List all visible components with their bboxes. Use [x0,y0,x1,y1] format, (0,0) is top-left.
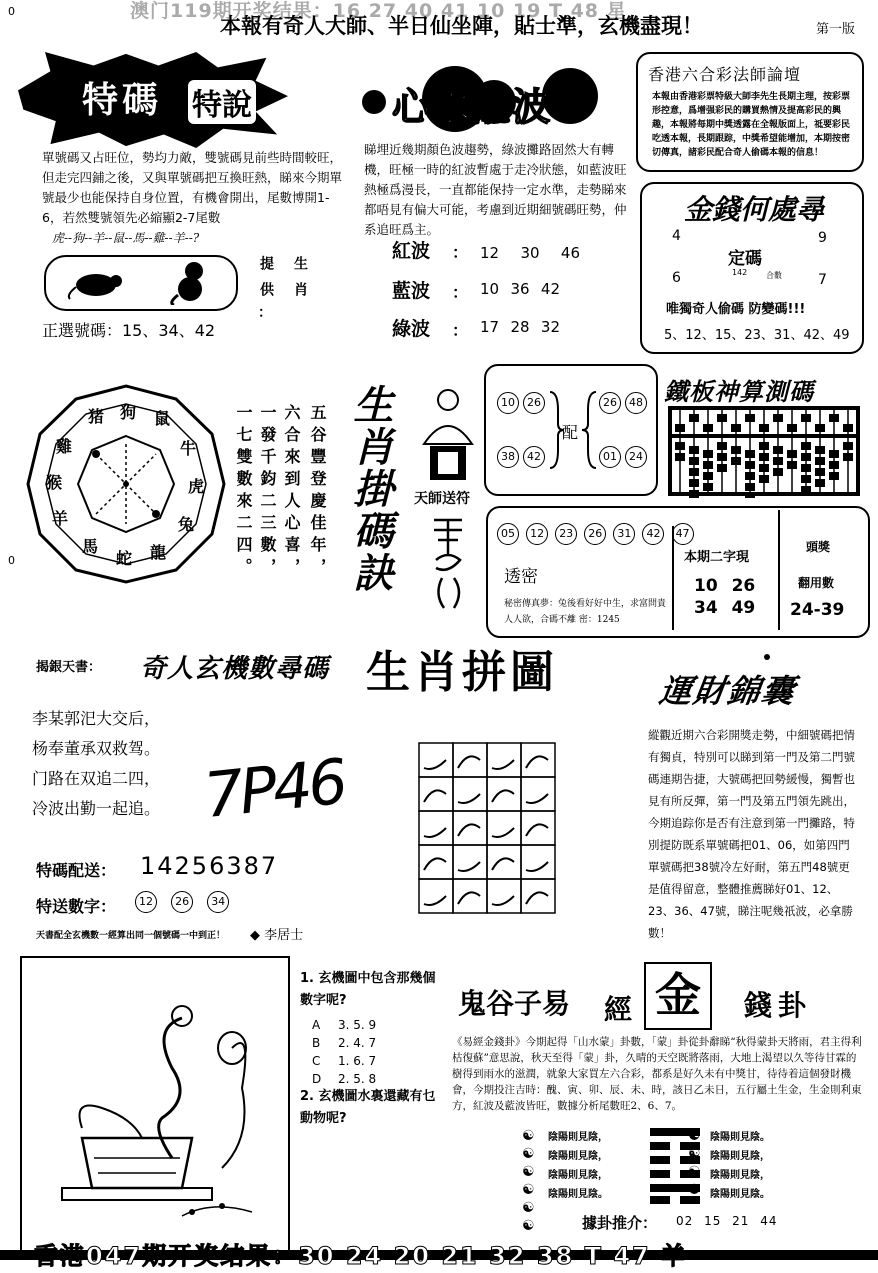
rat-icon [66,265,126,301]
secret-number: 26 [584,523,606,545]
blue-wave-colon: ： [452,283,469,302]
wave-number: 12 [480,244,500,262]
quiz-options [312,1016,376,1088]
blue-wave-label: 藍波 [392,280,431,302]
bagua-icon: ☯ [688,1128,701,1144]
wheel-poem-col: 五谷豐登慶佳年， [308,404,327,580]
heart-text: 睇埋近幾期顏色波趨勢，綠波攤路固然大有轉機，旺極一時的紅波暫處于走冷狀態，如藍波旺熱極爲漫長，一直都能保持一定水準，走勢睇來都唔見有偏大可能，考慮到近期細號碼旺勢，仲系追旺爲主。 [364,142,627,237]
guigu-line: 陰陽則見陰。 [710,1189,770,1200]
wheel-animal: 牛 [180,439,197,458]
forum-title: 香港六合彩法師論壇 [648,65,802,84]
money-number-tl: 4 [672,228,681,244]
pot-plant-illustration [42,988,272,1228]
wheel-poem-col: 一七雙數來二四。 [234,404,253,580]
wheel-animal: 虎 [188,477,205,496]
bagua-icon: ☯ [522,1200,535,1216]
bagua-icon: ☯ [688,1146,701,1162]
send-number: 12 [135,891,157,913]
red-wave-numbers [480,244,580,262]
wheel-animal: 蛇 [116,549,133,568]
head-title: 頭獎 [806,540,831,554]
master-label: 天師送符 [414,491,470,507]
fortune-title: 運財錦囊 [657,672,799,710]
bagua-icon: ☯ [522,1128,535,1144]
wave-number: 32 [540,318,560,336]
two-title: 本期二字現 [684,550,750,565]
two-nums-row1 [694,576,755,596]
gun-nums: 24-39 [790,600,845,620]
qiren-title: 奇人玄機數尋碼 [140,654,330,684]
wheel-animal: 雞 [56,437,73,456]
wheel-animal: 猴 [46,473,63,492]
qiren-prefix: 揭銀天書： [36,660,102,675]
tema-animals: 虎--狗--羊--鼠--馬--雞--羊--? [52,231,200,245]
abacus-title: 鐵板神算測碼 [664,378,814,406]
pair-number: 26 [523,392,545,414]
wheel-animal: 兔 [178,515,195,534]
secret-number: 12 [526,523,548,545]
wheel-animal: 鼠 [154,409,171,428]
secret-circles [496,522,695,545]
option-value: 3. 5. 9 [338,1018,377,1032]
wheel-animal: 羊 [52,509,69,528]
pair-number: 10 [497,392,519,414]
qiren-poem-line: 杨奉董承双救驾。 [32,739,161,758]
two-number: 10 [694,576,718,596]
qiren-tema-nums: 14256387 [140,852,279,880]
secret-number: 23 [555,523,577,545]
wave-number: 36 [510,280,530,298]
red-wave-colon: ： [452,243,469,262]
money-box [640,182,864,354]
guigu-line: 陰陽則見陰， [710,1170,770,1181]
forum-box [636,52,864,172]
secret-divider-2 [778,510,780,630]
option-key: D [312,1072,322,1086]
heart-title: 心水靚波 [392,84,553,129]
guigu-line: 陰陽則見陰。 [548,1189,608,1200]
two-number: 34 [694,598,718,618]
wheel-animal: 龍 [150,543,167,562]
tema-colon: ： [258,305,272,321]
guigu-t3: 金 [644,962,712,1030]
qiren-send-label: 特送數字： [36,897,117,916]
quiz-q1: 1. 玄機圖中包含那幾個數字呢? [300,971,436,1008]
quiz-q2: 2. 玄機圖水裏還藏有乜動物呢? [300,1089,436,1126]
wave-number: 28 [510,318,530,336]
money-sub-b: 合數 [766,271,782,280]
money-number-tr: 9 [818,230,827,246]
forum-text: 本報由香港彩票特級大師李先生長期主理，按彩票形控意，爲增强彩民的購買熱情及提高彩民的興趣，本報將每期中獎透露在全報版面上，祗要彩民吃透本報，長期跟踪，中獎希望能增加，本期按密切傳真，諸彩民配合奇人偷碼本報的信息！ [652,92,851,158]
qiren-poem [32,704,160,824]
two-number: 49 [731,598,756,618]
money-sub-a: 142 [732,268,748,277]
pair-number: 24 [625,446,647,468]
wave-number: 10 [480,280,500,298]
tema-text: 單號碼又占旺位，勢均力敵，雙號碼見前些時間較旺，但走完四鋪之後，又與單號碼把互換旺熱，睇來今期單號最少也能保持自身位置，有機會開出，尾數博開1-6，若然雙號領先必縮顯2-7尾數 [42,150,343,225]
tema-provide-label: 提供 [258,256,274,308]
send-number: 26 [171,891,193,913]
wave-number: 17 [480,318,500,336]
fortune-text: 縱觀近期六合彩開獎走勢，中細號碼把情有獨貞，特別可以睇到第一門及第二門號碼連期告捷，大號碼把回勢緩慢，獨暫也見有所反彈，第一門及第五門領先跳出，今期追踪你是否有注意到第一門攤路，特別提防既系單號碼把01、06，如第四門單號碼把38號冷左好耐，第五門48號更是值得留意，整體推薦睇好01、12、23、36、47號，睇注呢幾祇波，必拿勝數！ [648,728,855,940]
guigu-lines-left [548,1128,608,1204]
option-key: A [312,1018,321,1032]
secret-box [486,506,870,638]
quiz-option [312,1016,376,1034]
secret-number: 31 [613,523,635,545]
puzzle-title: 生肖拼圖 [366,647,558,698]
guigu-t1: 鬼谷子易 [458,987,571,1020]
option-key: B [312,1036,321,1050]
puzzle-grid [418,742,556,914]
money-slogan: 唯獨奇人偷碼 防變碼!!! [666,302,806,317]
gun-title: 翻用數 [798,576,835,590]
tema-animal-box [44,255,238,311]
blue-wave-numbers [480,280,560,298]
guigu-text: 《易經金錢卦》今期起得「山水蒙」卦數，「蒙」卦從卦辭睇“秋得蒙卦天將雨，君主得利枯復蘇”意思說，秋天至得「蒙」卦，久晴的天空既將落雨，大地上渴望以久等待甘霖的樹得到雨水的滋潤，就象大家買左六合彩，都系是好久未有中獎甘，待待着這個發財機會，今期投注吉時：醜、寅、卯、辰、未、時，該日乙未日，五行屬土生金，生金則利東方，紅波及藍波皆旺，數據分析尾數旺2、6、7。 [452,1036,862,1112]
money-number-bl: 6 [672,270,681,286]
slogan: 本報有奇人大師、半日仙坐陣，貼士準，玄機盡現！ [220,14,703,38]
secret-divider [672,526,674,630]
bagua-icon: ☯ [688,1164,701,1180]
guigu-recommend: 02 15 21 44 [676,1214,778,1228]
guigu-line: 陰陽則見陰， [548,1170,608,1181]
guigu-line: 陰陽則見陰， [548,1151,608,1162]
wheel-poem-col: 一發千鈞二三數， [258,404,277,580]
wheel-animal: 猪 [88,407,105,426]
wave-number: 46 [560,244,580,262]
secret-label: 透密 [504,567,538,587]
pair-number: 01 [599,446,621,468]
guigu-line: 陰陽則見陰， [710,1151,770,1162]
abacus-icon [668,406,860,498]
pair-box [484,364,658,496]
money-numbers: 5、12、15、23、31、42、49 [664,328,850,343]
qiren-poem-line: 冷波出勤一起追。 [32,799,161,818]
money-number-br: 7 [818,272,827,288]
qiren-author: ◆ 李居士 [250,928,304,943]
pair-number: 42 [523,446,545,468]
margin-digit: 0 [8,5,15,18]
guigu-t4: 錢卦 [744,989,813,1022]
qiren-poem-line: 门路在双追二四， [32,769,161,788]
wheel-animal: 狗 [120,403,137,422]
secret-number: 05 [497,523,519,545]
option-value: 2. 5. 8 [338,1072,377,1086]
bagua-icon: ☯ [522,1218,535,1234]
quiz-image-frame [20,956,290,1260]
qiren-handwritten: 7P46 [200,744,348,833]
secret-note: 秘密傳真夢：兔後看好好中生，求富問貴人人欲，合碼不離 密：1245 [504,599,667,625]
option-value: 1. 6. 7 [338,1054,377,1068]
wave-number: 30 [520,244,540,262]
guigu-recommend-label: 據卦推介： [582,1214,658,1232]
guigu-line: 陰陽則見陰， [548,1132,608,1143]
send-number: 34 [207,891,229,913]
wheel-animals [26,384,226,584]
money-title: 金錢何處尋 [684,193,825,226]
two-number: 26 [731,576,756,596]
pair-number: 48 [625,392,647,414]
qiren-tema-label: 特碼配送： [36,861,117,880]
pair-mid: 配 [562,423,579,442]
green-wave-numbers [480,318,560,336]
wave-number: 42 [540,280,560,298]
bagua-icon: ☯ [688,1182,701,1198]
brace-right [582,390,598,470]
quiz-option [312,1034,376,1052]
money-center: 定碼 [728,249,762,269]
qiren-footer: 天書配全玄機數一經算出同一個號碼一中到正！ [36,931,226,941]
talisman-icon [424,514,472,610]
red-wave-label: 紅波 [392,240,431,262]
pair-number: 26 [599,392,621,414]
tema-zodiac-label: 生肖 [292,256,308,308]
green-wave-colon: ： [452,321,469,340]
guigu-lines-right [710,1128,770,1204]
bottom-result: 香港047期开奖结果：30 24 20 21 32 38 T 47 羊 [34,1242,688,1270]
shengxiao-vertical: 生肖掛碼訣 [347,384,394,594]
guigu-line: 陰陽則見陰。 [710,1132,770,1143]
top-result: 澳门119期开奖结果：16 27 40 41 10 19 T 48 星 [130,0,627,22]
secret-number: 47 [672,523,694,545]
fortune-dot [764,654,770,660]
quiz-option [312,1052,376,1070]
qiren-poem-line: 李某郭汜大交后， [32,709,161,728]
master-figure-icon [416,384,480,484]
bagua-icon: ☯ [522,1182,535,1198]
wheel-animal: 馬 [82,537,99,556]
monkey-icon [164,259,214,305]
option-key: C [312,1054,321,1068]
bagua-icon: ☯ [522,1146,535,1162]
bagua-icon: ☯ [522,1164,535,1180]
tema-main-numbers: 正選號碼：15、34、42 [42,321,216,340]
green-wave-label: 綠波 [392,318,431,340]
option-value: 2. 4. 7 [338,1036,377,1050]
two-nums-row2 [694,598,755,618]
wheel-poem-col: 六合來到人心喜， [282,404,301,580]
guigu-t2: 經 [604,993,633,1026]
tema-title-2: 特說 [188,80,256,124]
secret-number: 42 [642,523,664,545]
tema-title-1: 特碼 [82,80,163,121]
page-label: 第一版 [816,22,856,37]
margin-digit-2: 0 [8,554,15,567]
pair-number: 38 [497,446,519,468]
qiren-send-circles [134,890,230,913]
